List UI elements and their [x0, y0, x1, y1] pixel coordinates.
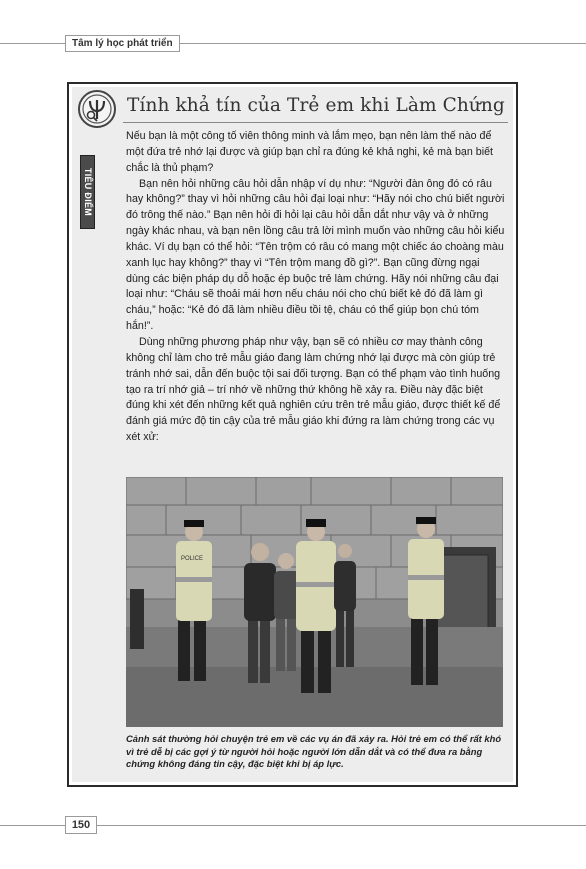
title-rule: [123, 122, 508, 123]
paragraph-1: Nếu bạn là một công tố viên thông minh và lắm mẹo, bạn nên làm thế nào để một đứa trẻ nhớ lại được và giúp bạn chỉ ra đúng kẻ khả nghi, kẻ mà bạn biết chắc là thủ phạm?: [126, 130, 493, 174]
psychology-emblem-icon: [78, 90, 116, 128]
police-children-photo: [126, 477, 503, 727]
vest-text: POLICE: [181, 556, 204, 562]
focus-side-tab-label: TIÊU ĐIỂM: [82, 167, 93, 217]
paragraph-3: Dùng những phương pháp như vậy, bạn sẽ có nhiều cơ may thành công không chỉ làm cho trẻ mẫu giáo đang làm chứng nhớ lại được mà còn giúp trẻ tránh nhớ sai, dẫn đến buộc tội sai đối tượng. Bạn có thể phạm vào tình huống tạo ra trí nhớ giả – trí nhớ về những thứ không hề xảy ra. Điều này đặc biệt đúng khi xét đến những kết quả nghiên cứu trên trẻ mẫu giáo, được thiết kế để đánh giá mức độ tin cậy của trẻ mẫu giáo khi đứng ra làm chứng trong các vụ xét xử:: [126, 335, 501, 444]
box-title: Tính khả tín của Trẻ em khi Làm Chứng: [127, 95, 505, 116]
page-number: 150: [65, 816, 97, 834]
focus-side-tab: [80, 155, 95, 229]
photo-caption: Cảnh sát thường hỏi chuyện trẻ em về các vụ án đã xảy ra. Hỏi trẻ em có thể rất khó vì trẻ dễ bị các gợi ý từ người hỏi hoặc người lớn dẫn dắt và có thể đưa ra bằng chứng không đáng tin cậy, đặc biệt khi bị áp lực.: [126, 733, 502, 769]
paragraph-2: Bạn nên hỏi những câu hỏi dẫn nhập ví dụ như: “Người đàn ông đó có râu hay không?” thay vì hỏi những câu hỏi đại loại như: “Hãy nói cho chú biết người đó trông thế nào.” Bạn nên hỏi đi hỏi lại câu hỏi dẫn dắt như vậy và ở những ngày khác nhau, và bạn nên lồng câu trả lời mình muốn vào những câu hỏi kiểu khác. Ví dụ bạn có thể hỏi: “Tên trộm có râu có mang một chiếc áo choàng màu xanh lục hay không?” thay vì “Tên trộm mang đồ gì?”. Bạn cũng đừng ngại dùng các biện pháp dụ dỗ hoặc ép buộc trẻ làm chứng. Hãy nói những câu đại loại như: “Cháu sẽ thoải mái hơn nếu cháu nói cho chú biết kẻ đó đã làm gì cháu,” hoặc: “Kẻ đó đã làm nhiều điều tồi tệ, cháu có thể giúp bọn chú tóm hắn!”.: [126, 177, 505, 333]
box-body: [126, 129, 506, 446]
running-title: Tâm lý học phát triển: [65, 35, 180, 52]
